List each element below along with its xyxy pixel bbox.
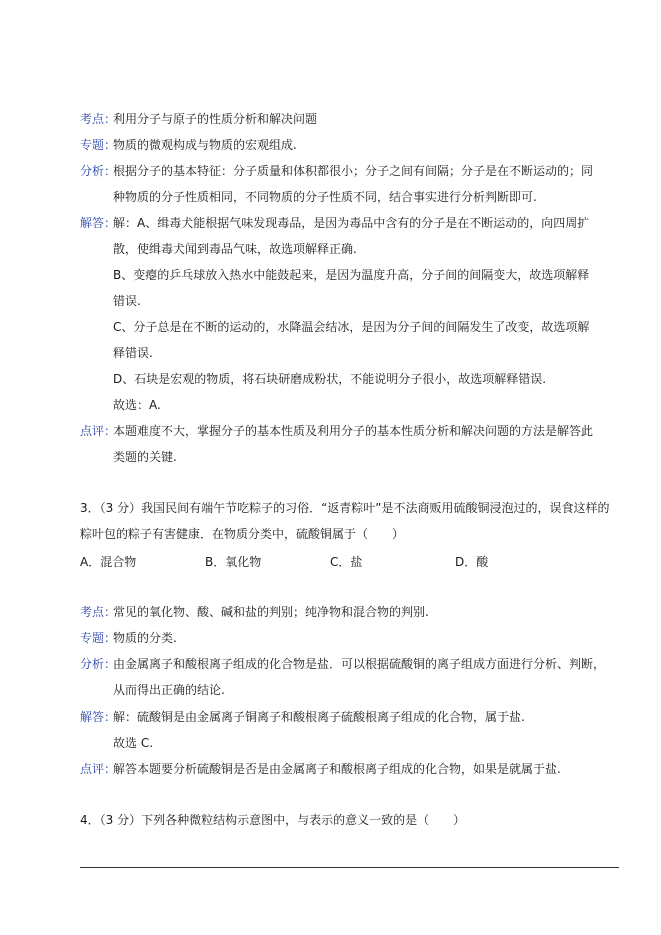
jieda-label: 解答： (80, 216, 117, 230)
zhuanti-text: 物质的分类. (113, 631, 177, 645)
zhuanti-label: 专题： (80, 138, 117, 152)
jieda-line: 故选：A. (113, 398, 161, 412)
jieda-line: 解：A、缉毒犬能根据气味发现毒品，是因为毒品中含有的分子是在不断运动的，向四周扩 (113, 216, 590, 230)
fenxi-line: 种物质的分子性质相同，不同物质的分子性质不同，结合事实进行分析判断即可. (113, 190, 537, 204)
jieda-line: 释错误. (113, 346, 153, 360)
jieda-label: 解答： (80, 710, 117, 724)
option-d: D．酸 (455, 555, 489, 569)
fenxi-line: 根据分子的基本特征：分子质量和体积都很小；分子之间有间隔；分子是在不断运动的；同 (113, 164, 594, 178)
jieda-line: D、石块是宏观的物质，将石块研磨成粉状，不能说明分子很小，故选项解释错误. (113, 372, 547, 386)
kaodian-label: 考点： (80, 112, 117, 126)
option-c: C．盐 (330, 555, 363, 569)
question-3-stem: 粽叶包的粽子有害健康．在物质分类中，硫酸铜属于（ ） (80, 527, 405, 541)
dianping-text: 解答本题要分析硫酸铜是否是由金属离子和酸根离子组成的化合物，如果是就属于盐. (113, 762, 561, 776)
zhuanti-text: 物质的微观构成与物质的宏观组成. (113, 138, 297, 152)
jieda-line: 错误. (113, 294, 141, 308)
dianping-line: 本题难度不大，掌握分子的基本性质及利用分子的基本性质分析和解决问题的方法是解答此 (113, 424, 594, 438)
jieda-line: 解：硫酸铜是由金属离子铜离子和酸根离子硫酸根离子组成的化合物，属于盐. (113, 710, 525, 724)
kaodian-label: 考点： (80, 605, 117, 619)
jieda-line: C、分子总是在不断的运动的，水降温会结冰，是因为分子间的间隔发生了改变，故选项解 (113, 320, 590, 334)
jieda-line: B、变瘪的乒乓球放入热水中能鼓起来，是因为温度升高，分子间的间隔变大，故选项解释 (113, 268, 590, 282)
kaodian-text: 利用分子与原子的性质分析和解决问题 (113, 112, 318, 126)
footer-divider (80, 867, 619, 868)
jieda-line: 故选 C. (113, 736, 154, 750)
question-4-stem: 4．（3 分）下列各种微粒结构示意图中，与表示的意义一致的是（ ） (80, 813, 466, 827)
option-b: B．氧化物 (205, 555, 262, 569)
fenxi-label: 分析： (80, 657, 117, 671)
option-a: A．混合物 (80, 555, 137, 569)
zhuanti-label: 专题： (80, 631, 117, 645)
dianping-line: 类题的关键. (113, 450, 177, 464)
jieda-line: 散，使缉毒犬闻到毒品气味，故选项解释正确. (113, 242, 357, 256)
kaodian-text: 常见的氧化物、酸、碱和盐的判别；纯净物和混合物的判别. (113, 605, 429, 619)
dianping-label: 点评： (80, 762, 117, 776)
dianping-label: 点评： (80, 424, 117, 438)
fenxi-label: 分析： (80, 164, 117, 178)
fenxi-line: 由金属离子和酸根离子组成的化合物是盐．可以根据硫酸铜的离子组成方面进行分析、判断， (113, 657, 606, 671)
fenxi-line: 从而得出正确的结论. (113, 683, 225, 697)
question-3-stem: 3．（3 分）我国民间有端午节吃粽子的习俗．“返青粽叶”是不法商贩用硫酸铜浸泡过的，误食这样的 (80, 501, 610, 515)
